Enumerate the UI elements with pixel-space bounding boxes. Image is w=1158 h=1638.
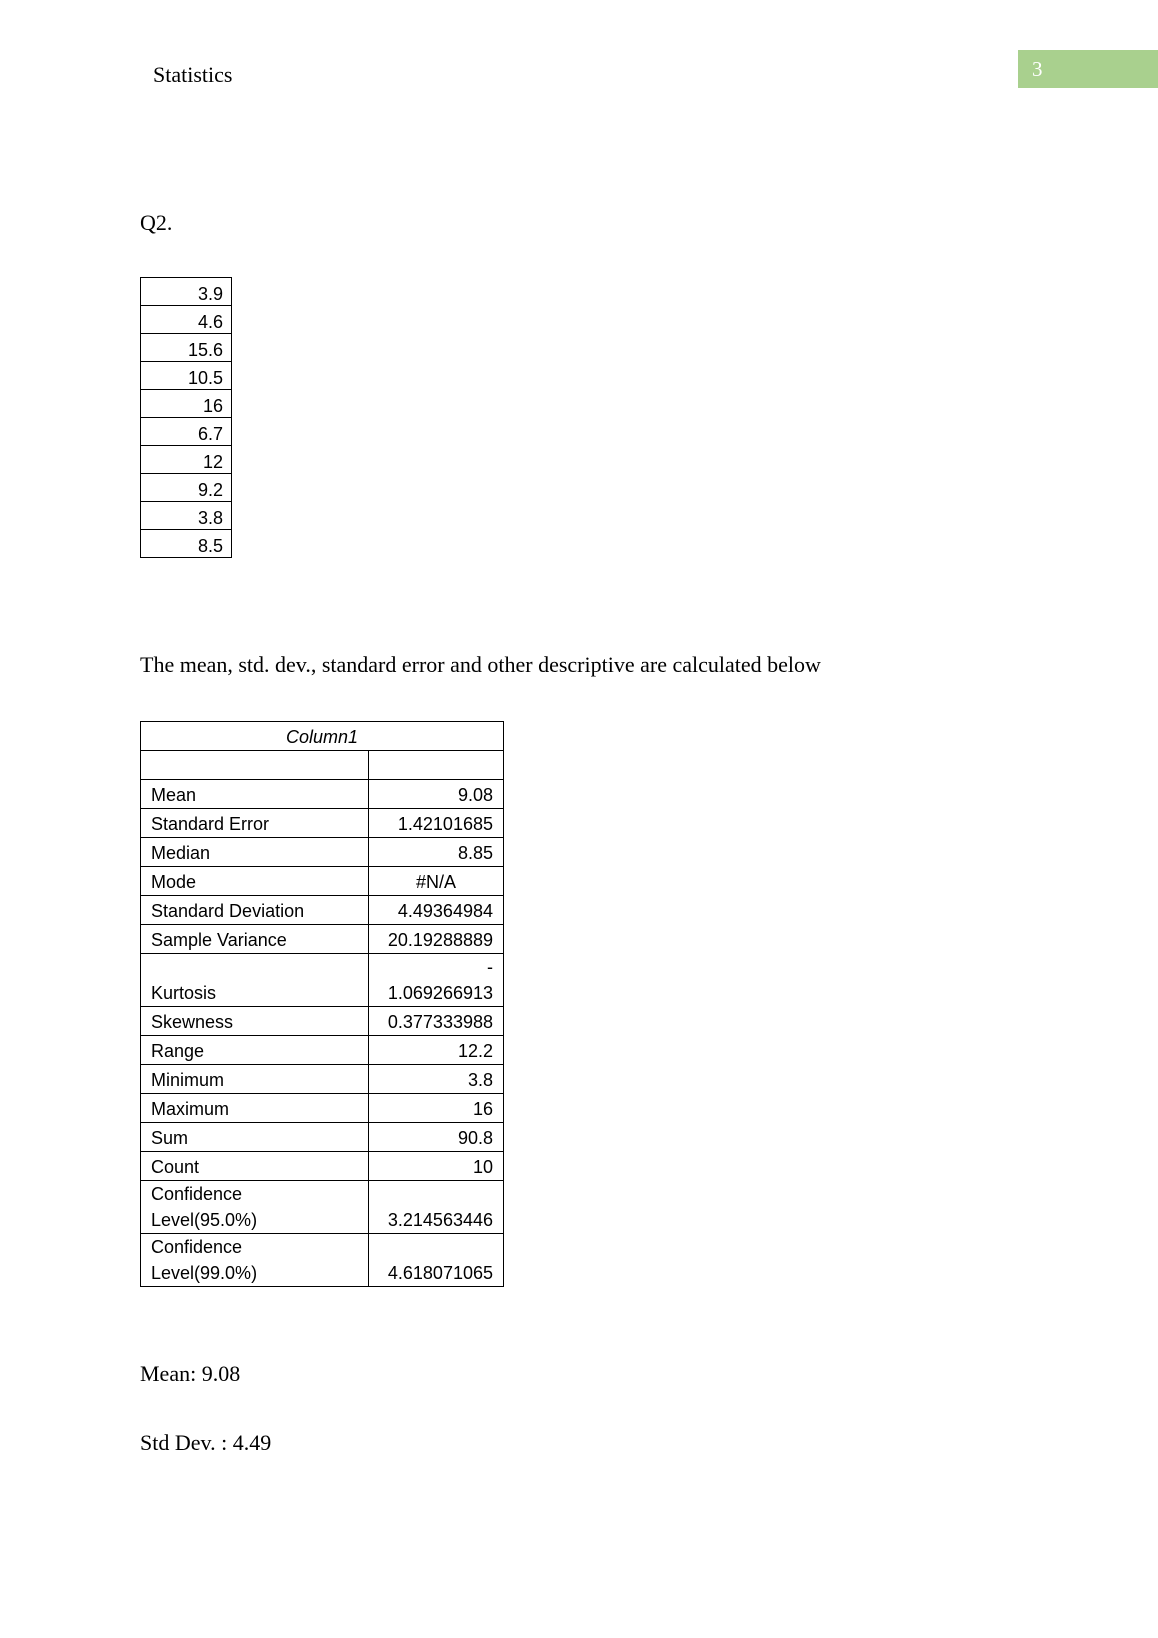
stat-value: 8.85 [369, 838, 504, 867]
table-row [141, 390, 232, 418]
stat-label-line: Confidence [151, 1237, 243, 1257]
stat-label: Sample Variance [141, 925, 369, 954]
data-cell: 3.8 [141, 502, 232, 530]
table-row [141, 474, 232, 502]
question-heading: Q2. [140, 210, 173, 235]
stat-label: Standard Deviation [141, 896, 369, 925]
std-dev-summary [140, 1430, 271, 1456]
stat-label: Skewness [141, 1007, 369, 1036]
std-dev-summary-value: 4.49 [232, 1430, 272, 1455]
table-row [141, 1234, 504, 1287]
stat-label: Minimum [141, 1065, 369, 1094]
stat-label: Kurtosis [141, 954, 369, 1007]
data-cell: 16 [141, 390, 232, 418]
data-cell: 8.5 [141, 530, 232, 558]
stat-label: Mean [141, 780, 369, 809]
stat-label: Median [141, 838, 369, 867]
stat-value: 12.2 [369, 1036, 504, 1065]
mean-summary [140, 1361, 240, 1387]
table-row [141, 896, 504, 925]
stat-value: 3.214563446 [369, 1181, 504, 1234]
stat-label-wrapped [141, 1234, 369, 1287]
table-row [141, 780, 504, 809]
intro-paragraph: The mean, std. dev., standard error and other descriptive are calculated below [140, 652, 821, 677]
stat-value: 90.8 [369, 1123, 504, 1152]
page-number-badge: 3 [1018, 50, 1158, 88]
mean-summary-label: Mean: [140, 1361, 197, 1386]
descriptive-stats-table [140, 721, 504, 1287]
table-row [141, 1152, 504, 1181]
data-cell: 10.5 [141, 362, 232, 390]
table-row [141, 867, 504, 896]
table-row [141, 530, 232, 558]
data-cell: 6.7 [141, 418, 232, 446]
data-cell: 3.9 [141, 278, 232, 306]
std-dev-summary-label: Std Dev. : [140, 1430, 228, 1455]
data-cell: 9.2 [141, 474, 232, 502]
table-row [141, 502, 232, 530]
data-values-table [140, 277, 232, 558]
table-row [141, 1065, 504, 1094]
data-cell: 4.6 [141, 306, 232, 334]
empty-cell [141, 751, 369, 780]
table-row [141, 925, 504, 954]
mean-summary-value: 9.08 [201, 1361, 241, 1386]
column-header: Column1 [141, 722, 504, 751]
stat-label-line: Level(95.0%) [151, 1210, 258, 1230]
stat-value: 16 [369, 1094, 504, 1123]
table-row [141, 278, 232, 306]
stat-value-line: - [487, 957, 493, 977]
empty-cell [369, 751, 504, 780]
table-row [141, 809, 504, 838]
stat-value: #N/A [369, 867, 504, 896]
stat-value-wrapped [369, 954, 504, 1007]
stat-value-line: 1.069266913 [387, 983, 493, 1003]
table-row [141, 1094, 504, 1123]
table-row [141, 446, 232, 474]
stat-value: 0.377333988 [369, 1007, 504, 1036]
table-row [141, 954, 504, 1007]
data-cell: 12 [141, 446, 232, 474]
data-cell: 15.6 [141, 334, 232, 362]
table-row-empty [141, 751, 504, 780]
running-head: Statistics [153, 62, 233, 87]
stat-value: 4.49364984 [369, 896, 504, 925]
table-row [141, 306, 232, 334]
stat-label: Sum [141, 1123, 369, 1152]
stat-label-line: Confidence [151, 1184, 243, 1204]
stat-value: 9.08 [369, 780, 504, 809]
stat-value: 4.618071065 [369, 1234, 504, 1287]
table-row [141, 334, 232, 362]
stat-label-line: Level(99.0%) [151, 1263, 258, 1283]
stat-value: 10 [369, 1152, 504, 1181]
table-row [141, 418, 232, 446]
stat-value: 1.42101685 [369, 809, 504, 838]
table-row [141, 1007, 504, 1036]
table-header-row [141, 722, 504, 751]
stat-label-wrapped [141, 1181, 369, 1234]
stat-label: Count [141, 1152, 369, 1181]
stat-label: Range [141, 1036, 369, 1065]
stat-value: 20.19288889 [369, 925, 504, 954]
stat-label: Standard Error [141, 809, 369, 838]
table-row [141, 838, 504, 867]
table-row [141, 1036, 504, 1065]
stat-value: 3.8 [369, 1065, 504, 1094]
stat-label: Maximum [141, 1094, 369, 1123]
table-row [141, 1181, 504, 1234]
table-row [141, 362, 232, 390]
stat-label: Mode [141, 867, 369, 896]
table-row [141, 1123, 504, 1152]
